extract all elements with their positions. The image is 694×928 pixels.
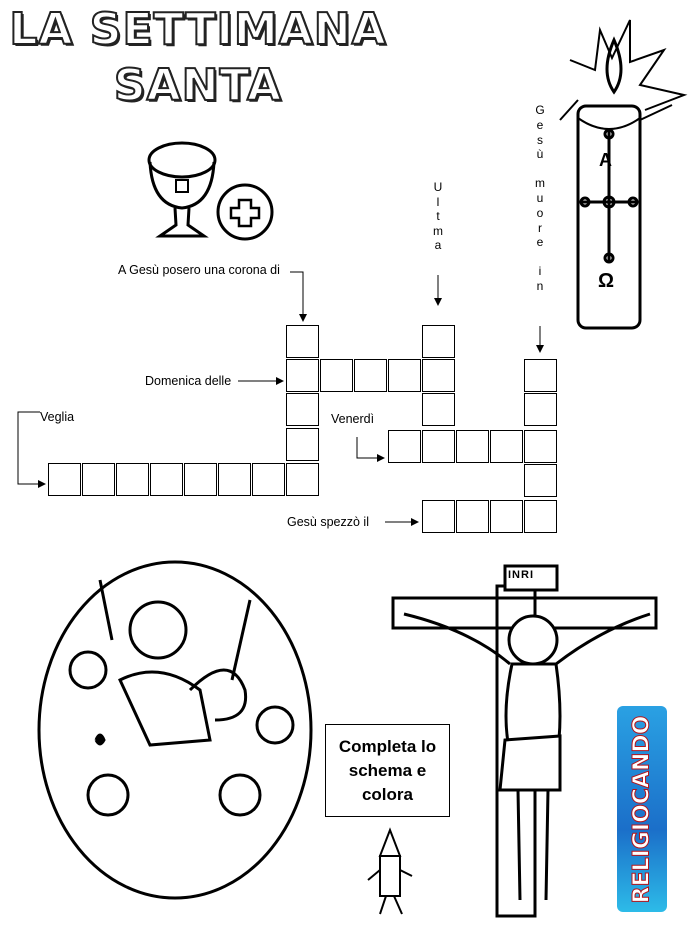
crossword-cell[interactable] xyxy=(422,359,455,392)
crossword-cell[interactable] xyxy=(524,500,557,533)
page-title-line2: SANTA xyxy=(113,60,283,111)
clue-ultima: U l t m a xyxy=(433,180,443,252)
brand-logo-text-wrap xyxy=(617,706,667,912)
instruction-line2: schema e xyxy=(348,760,427,780)
crossword-cell[interactable] xyxy=(388,359,421,392)
crossword-cell[interactable] xyxy=(116,463,149,496)
clue-corona: A Gesù posero una corona di xyxy=(118,263,280,277)
instruction-line3: colora xyxy=(361,784,413,804)
crossword-cell[interactable] xyxy=(286,428,319,461)
clue-domenica: Domenica delle xyxy=(145,374,232,388)
clue-spezzo: Gesù spezzò il xyxy=(287,515,369,529)
brand-name: RELIGIOCANDO xyxy=(629,715,655,903)
crossword-cell[interactable] xyxy=(150,463,183,496)
instruction-line1: Completa lo xyxy=(338,736,437,756)
page-title-line1: LA SETTIMANA xyxy=(9,4,387,55)
alpha-letter: A xyxy=(599,150,612,170)
crossword-cell[interactable] xyxy=(218,463,251,496)
crossword-cell[interactable] xyxy=(524,393,557,426)
crossword-cell[interactable] xyxy=(456,500,489,533)
crossword-cell[interactable] xyxy=(286,393,319,426)
instruction-box xyxy=(325,724,450,817)
crossword-cell[interactable] xyxy=(422,500,455,533)
crossword-cell[interactable] xyxy=(422,325,455,358)
crossword-cell[interactable] xyxy=(490,430,523,463)
crossword-cell[interactable] xyxy=(286,463,319,496)
crossword-cell[interactable] xyxy=(286,359,319,392)
clue-muore: G e s ù m u o r e i n xyxy=(535,103,545,293)
crossword-cell[interactable] xyxy=(388,430,421,463)
omega-letter: Ω xyxy=(598,270,615,292)
crossword-cell[interactable] xyxy=(524,430,557,463)
host-icon xyxy=(218,185,272,239)
crossword-cell[interactable] xyxy=(286,325,319,358)
crossword-cell[interactable] xyxy=(82,463,115,496)
palm-sunday-illustration xyxy=(39,562,311,898)
crossword-cell[interactable] xyxy=(490,500,523,533)
crossword-cell[interactable] xyxy=(524,464,557,497)
crossword-cell[interactable] xyxy=(456,430,489,463)
crossword-cell[interactable] xyxy=(48,463,81,496)
chalice-icon xyxy=(149,143,215,236)
crossword-cell[interactable] xyxy=(354,359,387,392)
crossword-cell[interactable] xyxy=(184,463,217,496)
crossword-cell[interactable] xyxy=(320,359,353,392)
crossword-cell[interactable] xyxy=(422,430,455,463)
inri-sign: INRI xyxy=(508,569,534,581)
paschal-candle-icon xyxy=(560,20,684,328)
crossword-cell[interactable] xyxy=(422,393,455,426)
crossword-cell[interactable] xyxy=(524,359,557,392)
pencil-mascot-icon xyxy=(368,830,412,914)
clue-veglia: Veglia xyxy=(40,410,75,424)
crossword-cell[interactable] xyxy=(252,463,285,496)
clue-venerdi: Venerdì xyxy=(331,412,375,426)
